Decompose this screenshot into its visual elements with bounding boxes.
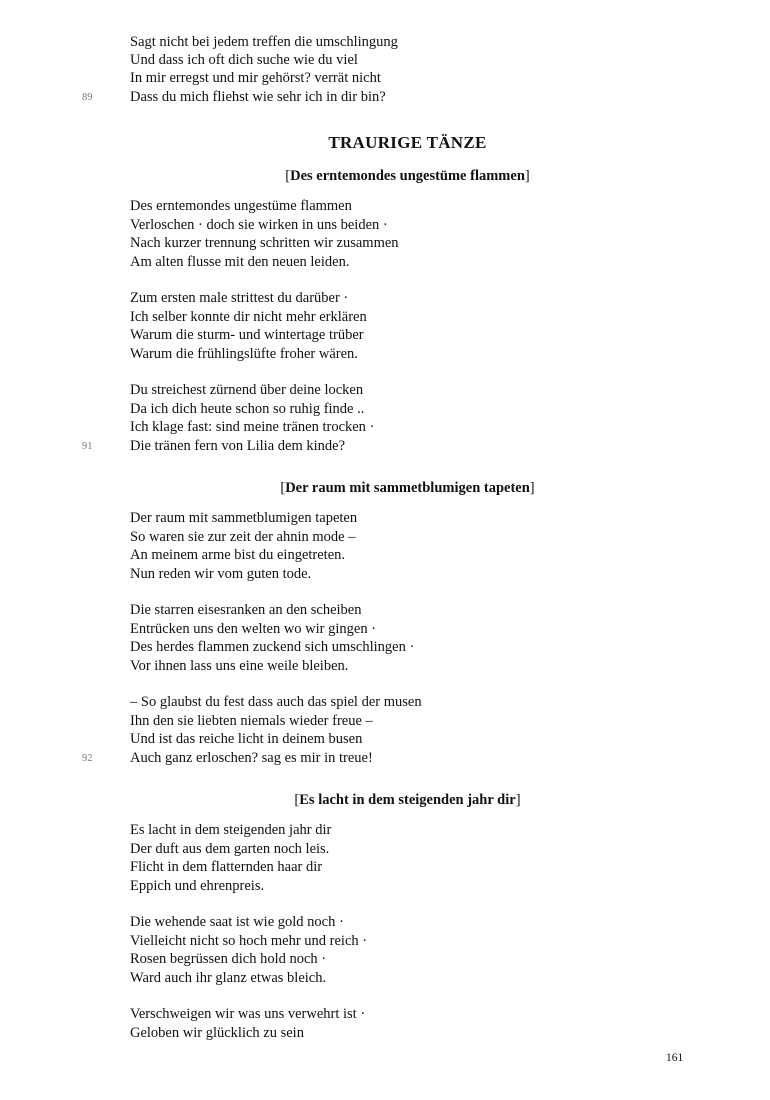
page-number: 161: [666, 1052, 684, 1064]
verse-line: Des herdes flammen zuckend sich umschlingen ·: [130, 639, 415, 655]
verse-line: Ich selber konnte dir nicht mehr erklären: [130, 309, 367, 325]
section-title: TRAURIGE TÄNZE: [328, 133, 487, 152]
verse-line: Vielleicht nicht so hoch mehr und reich ·: [130, 933, 368, 949]
verse-line: Des erntemondes ungestüme flammen: [130, 198, 352, 214]
verse-line: Die starren eisesranken an den scheiben: [130, 602, 362, 618]
poem-title: [Es lacht in dem steigenden jahr dir]: [294, 792, 521, 808]
verse-line: Nach kurzer trennung schritten wir zusammen: [130, 235, 399, 251]
verse-line: Dass du mich fliehst wie sehr ich in dir bin?: [130, 89, 386, 105]
verse-line: Geloben wir glücklich zu sein: [130, 1025, 304, 1041]
verse-line: Entrücken uns den welten wo wir gingen ·: [130, 621, 377, 637]
margin-line-number: 92: [82, 753, 93, 764]
verse-line: Da ich dich heute schon so ruhig finde ..: [130, 401, 365, 417]
verse-line: Warum die frühlingslüfte froher wären.: [130, 346, 358, 362]
margin-line-number: 91: [82, 441, 93, 452]
poem-title-text: Es lacht in dem steigenden jahr dir: [299, 792, 516, 808]
poem-title: [Des erntemondes ungestüme flammen]: [285, 168, 530, 184]
verse-line: Die wehende saat ist wie gold noch ·: [130, 914, 344, 930]
verse-line: An meinem arme bist du eingetreten.: [130, 547, 346, 563]
verse-line: Nun reden wir vom guten tode.: [130, 566, 312, 582]
verse-line: Es lacht in dem steigenden jahr dir: [130, 822, 332, 838]
verse-line: So waren sie zur zeit der ahnin mode –: [130, 529, 356, 545]
verse-line: Flicht in dem flatternden haar dir: [130, 859, 323, 875]
poem-title: [Der raum mit sammetblumigen tapeten]: [280, 480, 535, 496]
verse-line: Ward auch ihr glanz etwas bleich.: [130, 970, 327, 986]
verse-line: Zum ersten male strittest du darüber ·: [130, 290, 349, 306]
verse-line: Vor ihnen lass uns eine weile bleiben.: [130, 658, 349, 674]
verse-line: Und dass ich oft dich suche wie du viel: [130, 52, 358, 68]
verse-line: Rosen begrüssen dich hold noch ·: [130, 951, 327, 967]
verse-line: Der duft aus dem garten noch leis.: [130, 841, 330, 857]
verse-line: Die tränen fern von Lilia dem kinde?: [130, 438, 346, 454]
verse-line: Verschweigen wir was uns verwehrt ist ·: [130, 1006, 366, 1022]
verse-line: Sagt nicht bei jedem treffen die umschlingung: [130, 34, 398, 50]
verse-line: – So glaubst du fest dass auch das spiel der musen: [130, 694, 422, 710]
margin-line-number: 89: [82, 92, 93, 103]
verse-line: Warum die sturm- und wintertage trüber: [130, 327, 364, 343]
verse-line: Ihn den sie liebten niemals wieder freue –: [130, 713, 373, 729]
verse-line: In mir erregst und mir gehörst? verrät nicht: [130, 70, 381, 86]
verse-line: Verloschen · doch sie wirken in uns beiden ·: [130, 217, 388, 233]
verse-line: Am alten flusse mit den neuen leiden.: [130, 254, 350, 270]
verse-line: Und ist das reiche licht in deinem busen: [130, 731, 363, 747]
verse-line: Eppich und ehrenpreis.: [130, 878, 265, 894]
verse-line: Auch ganz erloschen? sag es mir in treue!: [130, 750, 373, 766]
poem-title-text: Des erntemondes ungestüme flammen: [290, 168, 525, 184]
verse-line: Der raum mit sammetblumigen tapeten: [130, 510, 358, 526]
verse-line: Du streichest zürnend über deine locken: [130, 382, 364, 398]
poem-title-text: Der raum mit sammetblumigen tapeten: [285, 480, 530, 496]
verse-line: Ich klage fast: sind meine tränen trocken ·: [130, 419, 375, 435]
